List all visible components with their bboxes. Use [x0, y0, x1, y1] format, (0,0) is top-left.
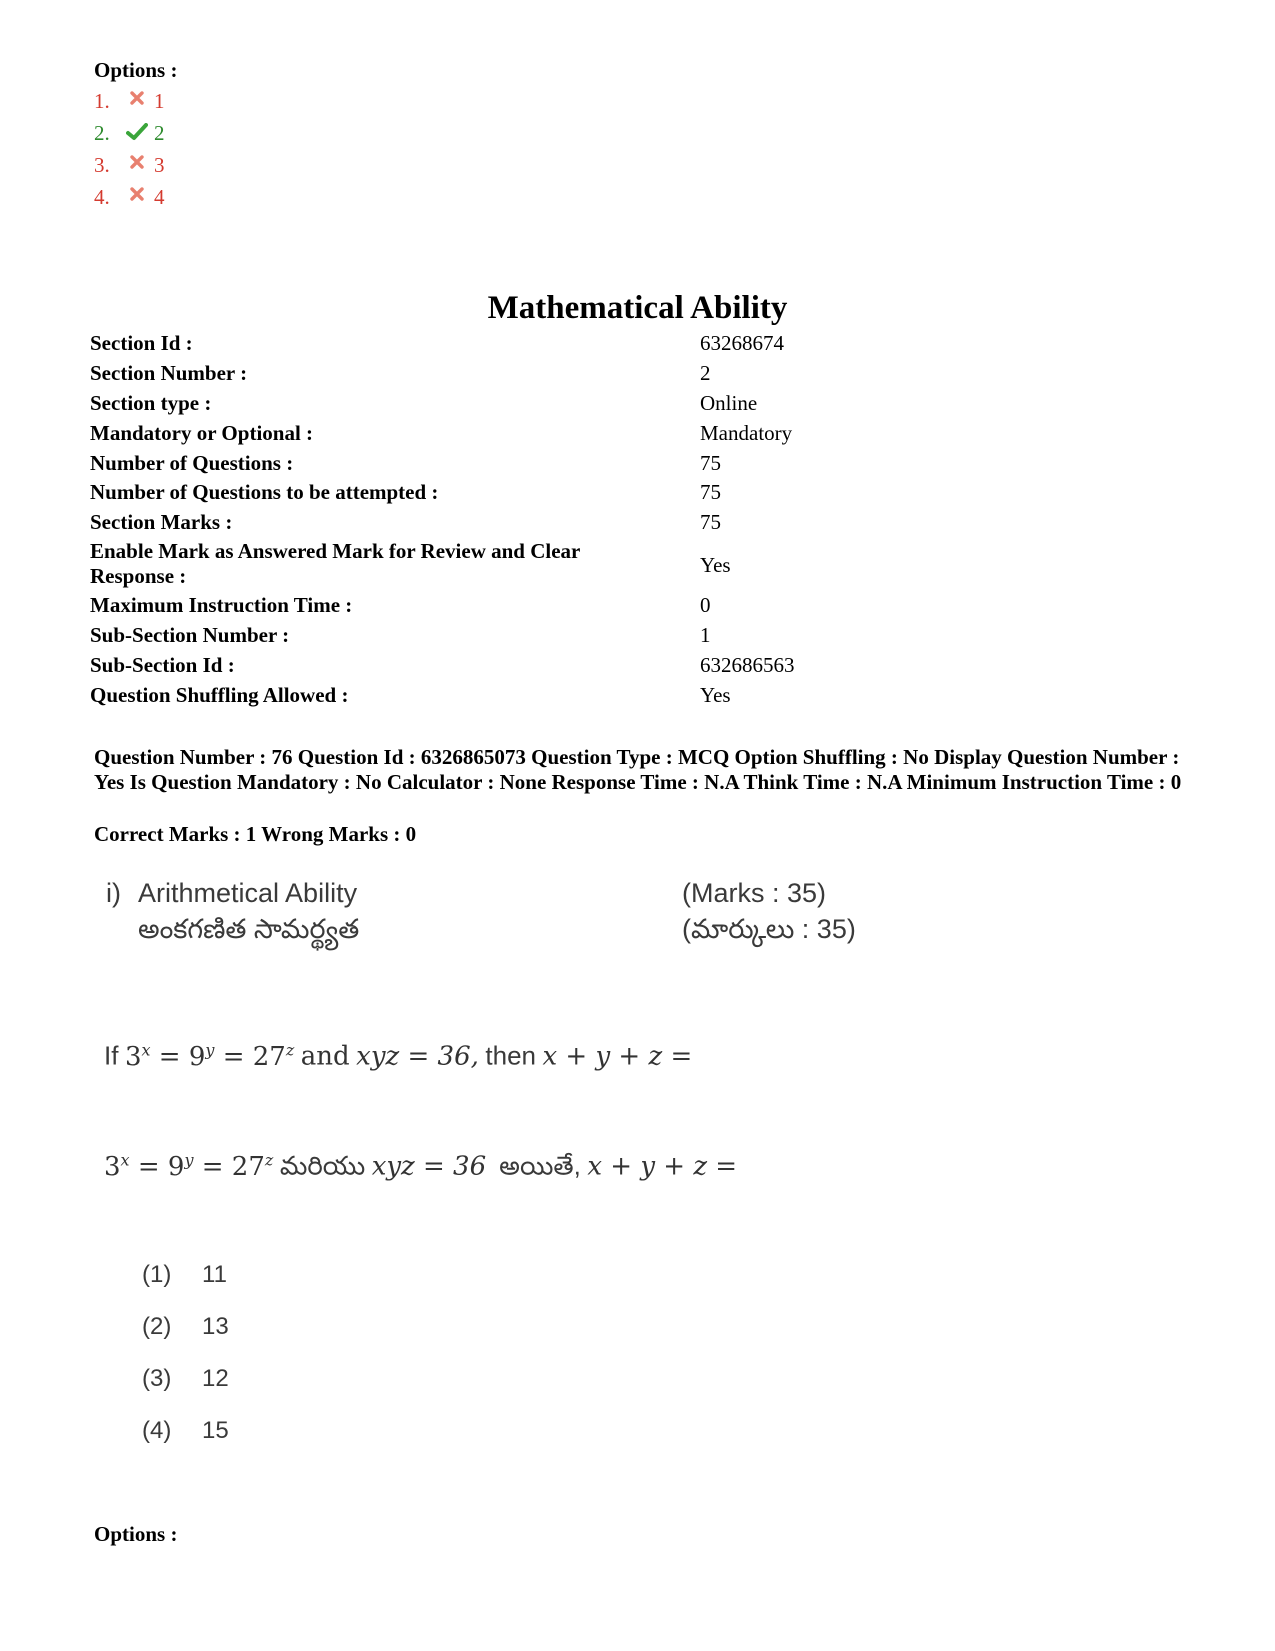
- sum-expression: x + y + z =: [542, 1041, 693, 1072]
- row-value: Yes: [700, 553, 731, 577]
- choice-label: (1): [142, 1261, 172, 1288]
- subheading-english: Arithmetical Ability: [138, 878, 358, 908]
- option-1: [94, 89, 165, 114]
- option-value: 3: [154, 153, 165, 177]
- option-4: [94, 185, 165, 210]
- row-value: 75: [700, 510, 721, 534]
- choice-label: (2): [142, 1313, 172, 1340]
- option-value: 1: [154, 89, 165, 113]
- option-value: 4: [154, 185, 165, 209]
- row-value: 63268674: [700, 331, 784, 355]
- cross-icon: [124, 187, 150, 209]
- option-number: 4.: [94, 185, 110, 209]
- option-number: 1.: [94, 89, 110, 113]
- row-label: Number of Questions to be attempted :: [90, 480, 439, 504]
- row-value: 0: [700, 593, 711, 617]
- choice-2: [142, 1313, 229, 1341]
- word-then: then: [485, 1040, 536, 1071]
- option-value: 2: [154, 121, 165, 145]
- row-label: Section type :: [90, 391, 212, 415]
- question-marks: Correct Marks : 1 Wrong Marks : 0: [94, 822, 417, 846]
- option-2: [94, 121, 165, 146]
- option-number: 2.: [94, 121, 110, 145]
- xyz-equation: xyz = 36,: [356, 1041, 479, 1072]
- row-value: 75: [700, 451, 721, 475]
- row-value: 1: [700, 623, 711, 647]
- row-label: Question Shuffling Allowed :: [90, 683, 349, 707]
- row-label: Sub-Section Id :: [90, 653, 235, 677]
- word-mariyu: మరియు: [279, 1150, 366, 1181]
- row-value: Mandatory: [700, 421, 793, 445]
- row-label: Section Number :: [90, 361, 248, 385]
- choice-value: 13: [202, 1313, 229, 1340]
- option-3: [94, 153, 165, 178]
- word-if: If: [104, 1040, 119, 1071]
- option-number: 3.: [94, 153, 110, 177]
- row-label: Maximum Instruction Time :: [90, 593, 353, 617]
- subheading-marks-english: (Marks : 35): [682, 878, 827, 908]
- row-value: 2: [700, 361, 711, 385]
- options-heading: Options :: [94, 58, 178, 82]
- row-label: Number of Questions :: [90, 451, 294, 475]
- subheading-marks-telugu: (మార్కులు : 35): [682, 914, 856, 944]
- check-icon: [124, 123, 150, 145]
- section-title: Mathematical Ability: [487, 290, 788, 326]
- row-label: Section Id :: [90, 331, 193, 355]
- row-label: Section Marks :: [90, 510, 233, 534]
- row-value: Yes: [700, 683, 731, 707]
- options-heading-bottom: Options :: [94, 1522, 178, 1546]
- question-text-english: If $3^x = 9^y = 27^z$ and xyz = 36, then x + y + z =: [104, 1040, 693, 1072]
- choice-value: 15: [202, 1417, 229, 1444]
- choice-value: 12: [202, 1365, 229, 1392]
- cross-icon: [124, 91, 150, 113]
- question-meta: Question Number : 76 Question Id : 6326865073 Question Type : MCQ Option Shuffling : No Display Question Number : Yes Is Question Mandatory : No Calculator : None Response Time : N.A Think Time : N.A Minimum Instruction Time : 0: [94, 745, 1182, 794]
- row-value: 75: [700, 480, 721, 504]
- choice-3: [142, 1365, 229, 1393]
- row-label: Mandatory or Optional :: [90, 421, 314, 445]
- choice-value: 11: [202, 1261, 227, 1288]
- choice-4: [142, 1417, 229, 1445]
- row-value: Online: [700, 391, 758, 415]
- question-text-telugu: $3^x = 9^y = 27^z$ మరియు xyz = 36 అయితే, x + y + z =: [104, 1150, 738, 1182]
- row-value: 632686563: [700, 653, 795, 677]
- cross-icon: [124, 155, 150, 177]
- sum-expression: x + y + z =: [587, 1151, 738, 1182]
- row-label: Enable Mark as Answered Mark for Review and Clear Response :: [90, 539, 580, 588]
- row-label: Sub-Section Number :: [90, 623, 290, 647]
- xyz-equation: xyz = 36: [371, 1151, 487, 1182]
- choice-1: [142, 1261, 227, 1289]
- choice-label: (3): [142, 1365, 172, 1392]
- word-ayithe: అయితే,: [499, 1150, 581, 1181]
- word-and: and: [300, 1041, 350, 1072]
- subheading-telugu: అంకగణిత సామర్థ్యత: [138, 914, 360, 944]
- choice-label: (4): [142, 1417, 172, 1444]
- subheading-roman: i): [106, 878, 121, 908]
